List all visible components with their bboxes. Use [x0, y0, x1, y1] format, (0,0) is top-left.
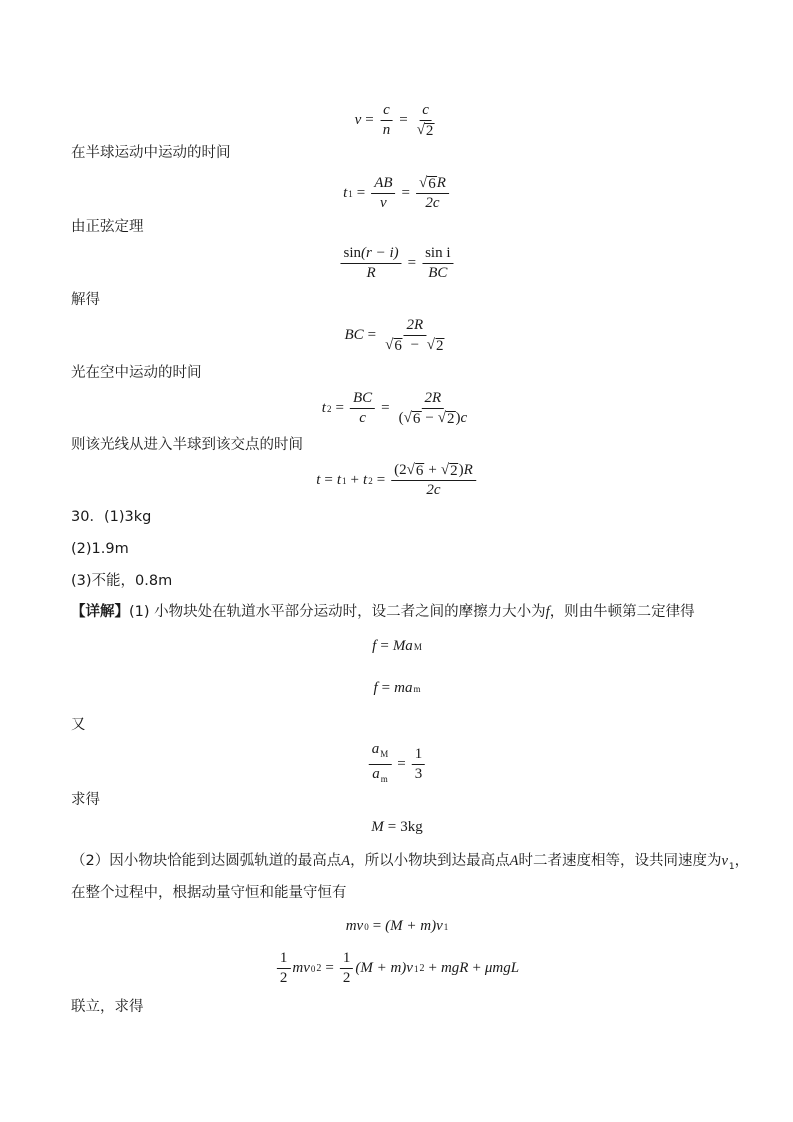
- label-hemisphere-time: 在半球运动中运动的时间: [71, 145, 231, 161]
- label-solve: 解得: [71, 292, 100, 308]
- sqrt: √ 2: [437, 410, 455, 427]
- fraction: $\frac{c}{n}$: [380, 103, 394, 138]
- label-sine-rule: 由正弦定理: [71, 219, 144, 235]
- answer-q30-3: (3)不能，0.8m: [71, 573, 173, 589]
- label-air-time: 光在空中运动的时间: [71, 365, 202, 381]
- fraction: $\frac{BC}{c}$: [350, 391, 375, 426]
- answer-q30-2: (2)1.9m: [71, 541, 129, 557]
- answer-q30-1: 30．(1)3kg: [71, 509, 152, 525]
- equation-f-Ma: f = Ma M: [372, 638, 422, 654]
- fraction: $\frac{1}{2}$: [340, 951, 354, 986]
- equation-momentum: mv 0 = (M + m) v 1: [345, 918, 449, 934]
- equation-sine-rule: $\frac{\sin(r - i)}{R}$ = $\frac{\text{sin i}}{BC}$: [338, 246, 455, 281]
- sqrt: √ 6: [406, 462, 424, 479]
- label-obtain: 求得: [71, 792, 100, 808]
- fraction: $\frac{a_M}{a_m}$: [369, 742, 392, 787]
- fraction: (2 √ 6 + √ 2 )R 2c: [391, 463, 476, 498]
- fraction: $\frac{1}{3}$: [412, 747, 426, 782]
- label-total-time: 则该光线从进入半球到该交点的时间: [71, 437, 303, 453]
- equation-t2: t 2 = $\frac{BC}{c}$ = 2R ( √ 6 − √ 2 )c: [322, 391, 472, 426]
- fraction: $\frac{\sin(r - i)}{R}$: [340, 246, 401, 281]
- equation-bc: BC = 2R √ 6 − √ 2: [344, 318, 449, 353]
- sqrt: √ 2: [416, 122, 434, 139]
- fraction: c √ 2: [416, 102, 434, 139]
- detail-part1: 【详解】(1) 小物块处在轨道水平部分运动时，设二者之间的摩擦力大小为f，则由牛顿第二定律得: [71, 604, 695, 620]
- fraction: $\frac{1}{2}$: [277, 951, 291, 986]
- detail-tag: 【详解】: [71, 604, 129, 620]
- fraction: $\frac{\text{sin i}}{BC}$: [422, 246, 453, 281]
- sqrt: √ 6: [385, 337, 402, 354]
- detail-part2-line2: 在整个过程中，根据动量守恒和能量守恒有: [71, 885, 347, 901]
- sqrt: √ 6: [403, 410, 421, 427]
- equation-accel-ratio: $\frac{a_M}{a_m}$ = $\frac{1}{3}$: [367, 742, 427, 787]
- sqrt: √ 2: [440, 462, 458, 479]
- fraction: $\frac{AB}{v}$: [371, 176, 395, 211]
- equation-mass: M = 3kg: [371, 819, 423, 835]
- sqrt: √ 2: [426, 337, 444, 354]
- fraction: 2R √ 6 − √ 2: [385, 317, 444, 354]
- equation-v: v = $\frac{c}{n}$ = c √ 2: [355, 103, 440, 138]
- equation-t1: t 1 = $\frac{AB}{v}$ = √ 6 R 2c: [343, 176, 451, 211]
- sqrt: √ 6: [419, 175, 436, 192]
- fraction: 2R ( √ 6 − √ 2 )c: [398, 390, 468, 427]
- label-combine: 联立，求得: [71, 999, 144, 1015]
- detail-part2: （2）因小物块恰能到达圆弧轨道的最高点A，所以小物块到达最高点A时二者速度相等，设共同速度为$v_1$，: [71, 853, 750, 872]
- fraction: √ 6 R 2c: [416, 176, 449, 211]
- equation-f-ma: f = ma m: [373, 680, 421, 696]
- label-again: 又: [71, 717, 86, 733]
- equation-total-time: t = t 1 + t 2 = (2 √ 6 + √ 2 )R 2c: [316, 463, 478, 498]
- equation-energy: $\frac{1}{2}$ mv 0 2 = $\frac{1}{2}$ (M + m) v 1 2 + mgR + μmgL: [275, 951, 519, 986]
